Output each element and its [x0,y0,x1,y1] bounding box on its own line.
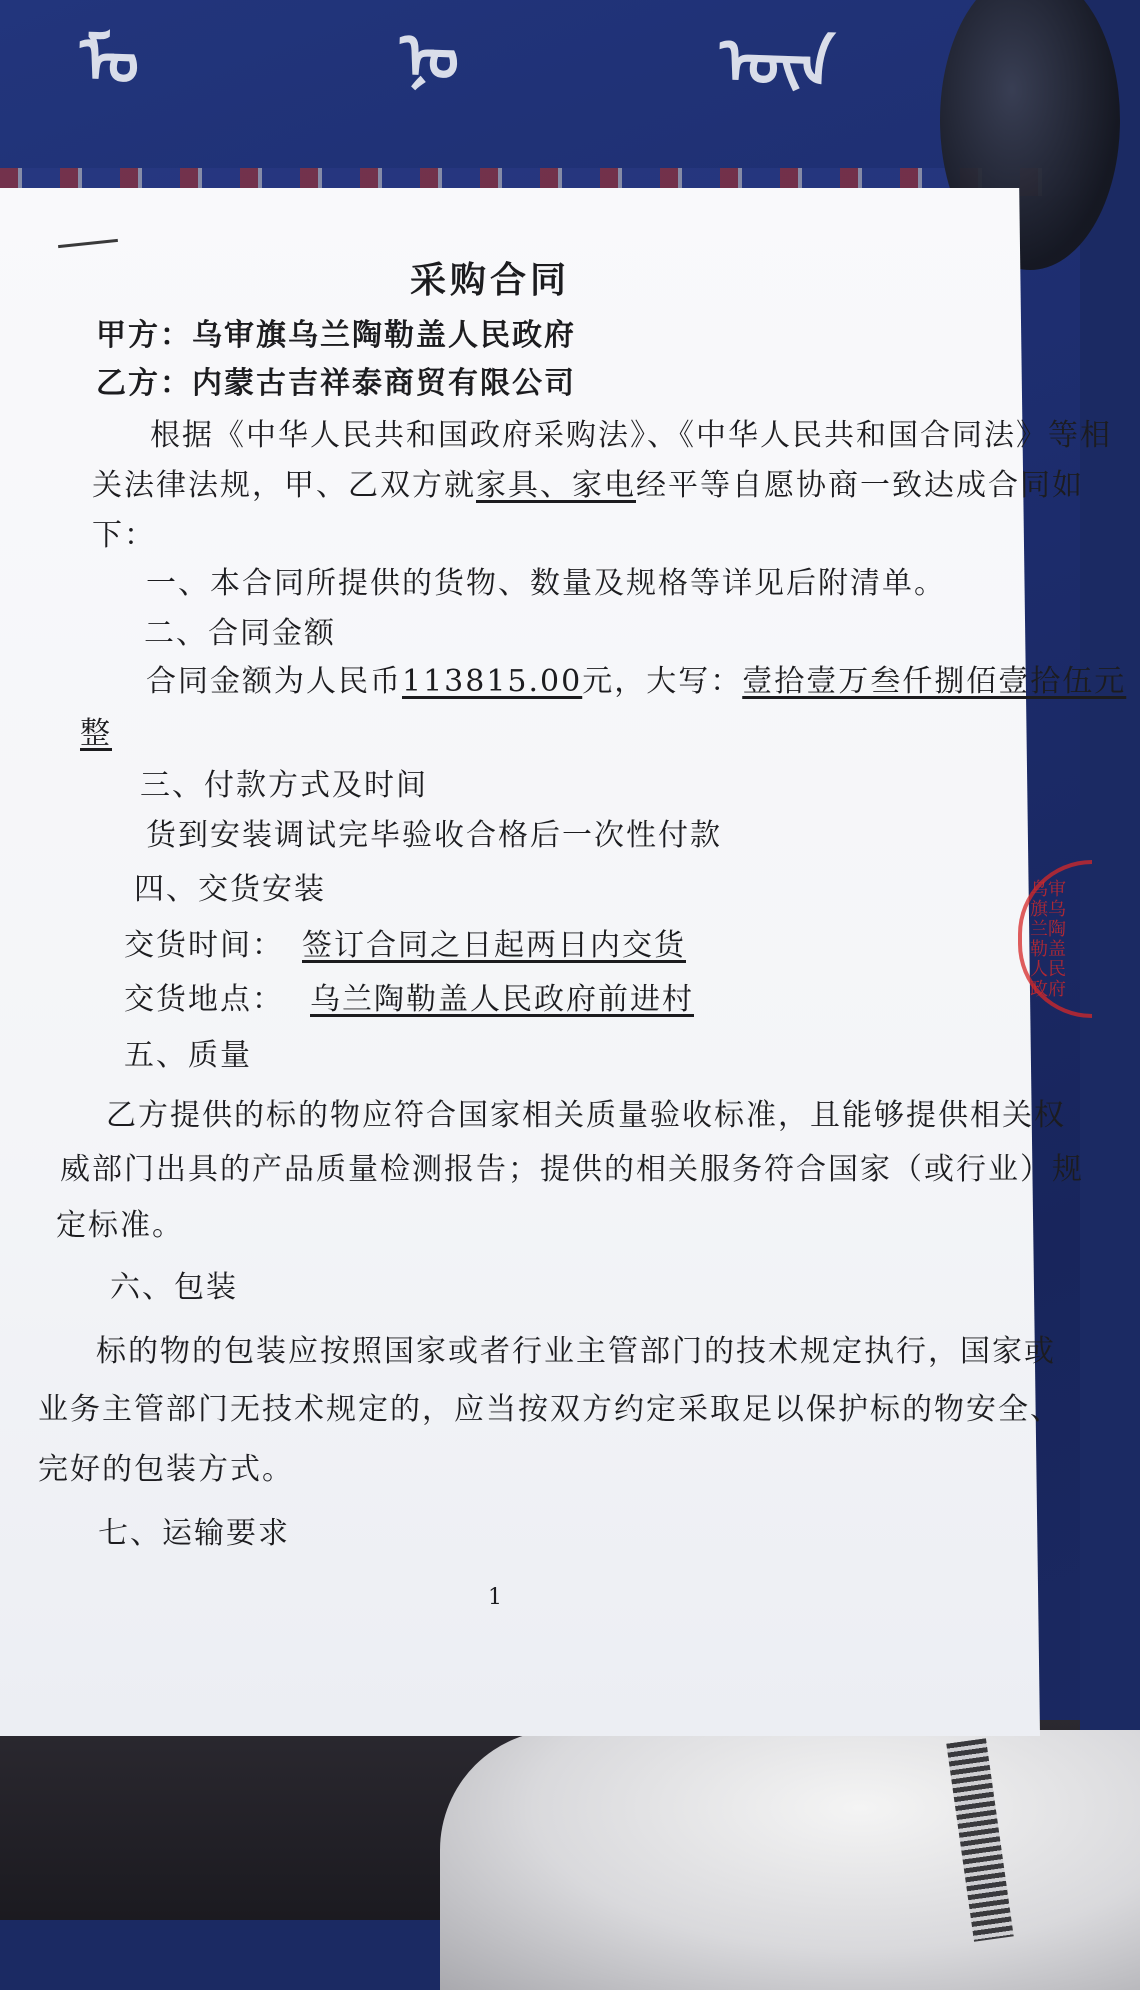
cloth-script-3: ᠦᠨ [718,25,836,103]
intro-line-2 [92,468,1084,504]
amount-mid: 元，大写： [582,664,743,699]
clause-6-heading: 六、包装 [110,1270,238,1305]
amount-value: 113815.00 [402,664,583,699]
white-jacket [440,1730,1140,1990]
delivery-time-label: 交货时间： [124,928,284,963]
cloth-script-1: ᠮᠣ [78,23,141,101]
cloth-script-2: ᠨᠣ [398,19,461,97]
delivery-time-value: 签订合同之日起两日内交货 [302,928,686,963]
quality-line-1: 乙方提供的标的物应符合国家相关质量验收标准，且能够提供相关权 [106,1098,1066,1133]
goods-name: 家具、家电 [476,468,636,503]
document-title: 采购合同 [410,259,571,301]
clause-7-heading: 七、运输要求 [98,1516,290,1551]
quality-line-2: 威部门出具的产品质量检测报告；提供的相关服务符合国家（或行业）规 [60,1152,1084,1187]
delivery-place-line [124,982,720,1018]
clause-3-heading: 三、付款方式及时间 [140,768,428,803]
clause-2-heading: 二、合同金额 [144,616,336,651]
clause-4-heading: 四、交货安装 [134,872,326,907]
party-b: 乙方：内蒙古吉祥泰商贸有限公司 [96,366,576,401]
delivery-time-line [124,928,704,964]
clause-1: 一、本合同所提供的货物、数量及规格等详见后附清单。 [146,566,946,601]
intro-line-2-start: 关法律法规，甲、乙双方就 [92,468,476,503]
intro-line-2-end: 经平等自愿协商一致达成合同如 [636,468,1084,503]
packing-line-1: 标的物的包装应按照国家或者行业主管部门的技术规定执行，国家或 [96,1334,1056,1369]
seal-text: 乌审旗乌兰陶勒盖人民政府 [1030,879,1066,1000]
intro-line-1: 根据《中华人民共和国政府采购法》、《中华人民共和国合同法》等相 [150,418,1112,453]
clause-5-heading: 五、质量 [124,1038,252,1073]
quality-line-3: 定标准。 [56,1208,184,1243]
payment-terms: 货到安装调试完毕验收合格后一次性付款 [146,818,722,853]
delivery-place-value: 乌兰陶勒盖人民政府前进村 [310,982,694,1017]
intro-line-3: 下： [92,518,156,553]
amount-words-end: 整 [80,716,112,751]
packing-line-2: 业务主管部门无技术规定的，应当按双方约定采取足以保护标的物安全、 [38,1392,1062,1427]
amount-prefix: 合同金额为人民币 [146,664,402,699]
amount-in-words: 壹拾壹万叁仟捌佰壹拾伍元 [742,664,1127,699]
party-a: 甲方：乌审旗乌兰陶勒盖人民政府 [96,318,576,353]
page-number: 1 [488,1585,502,1610]
contract-amount-line [146,664,1126,700]
delivery-place-label: 交货地点： [124,982,284,1017]
packing-line-3: 完好的包装方式。 [38,1452,294,1487]
